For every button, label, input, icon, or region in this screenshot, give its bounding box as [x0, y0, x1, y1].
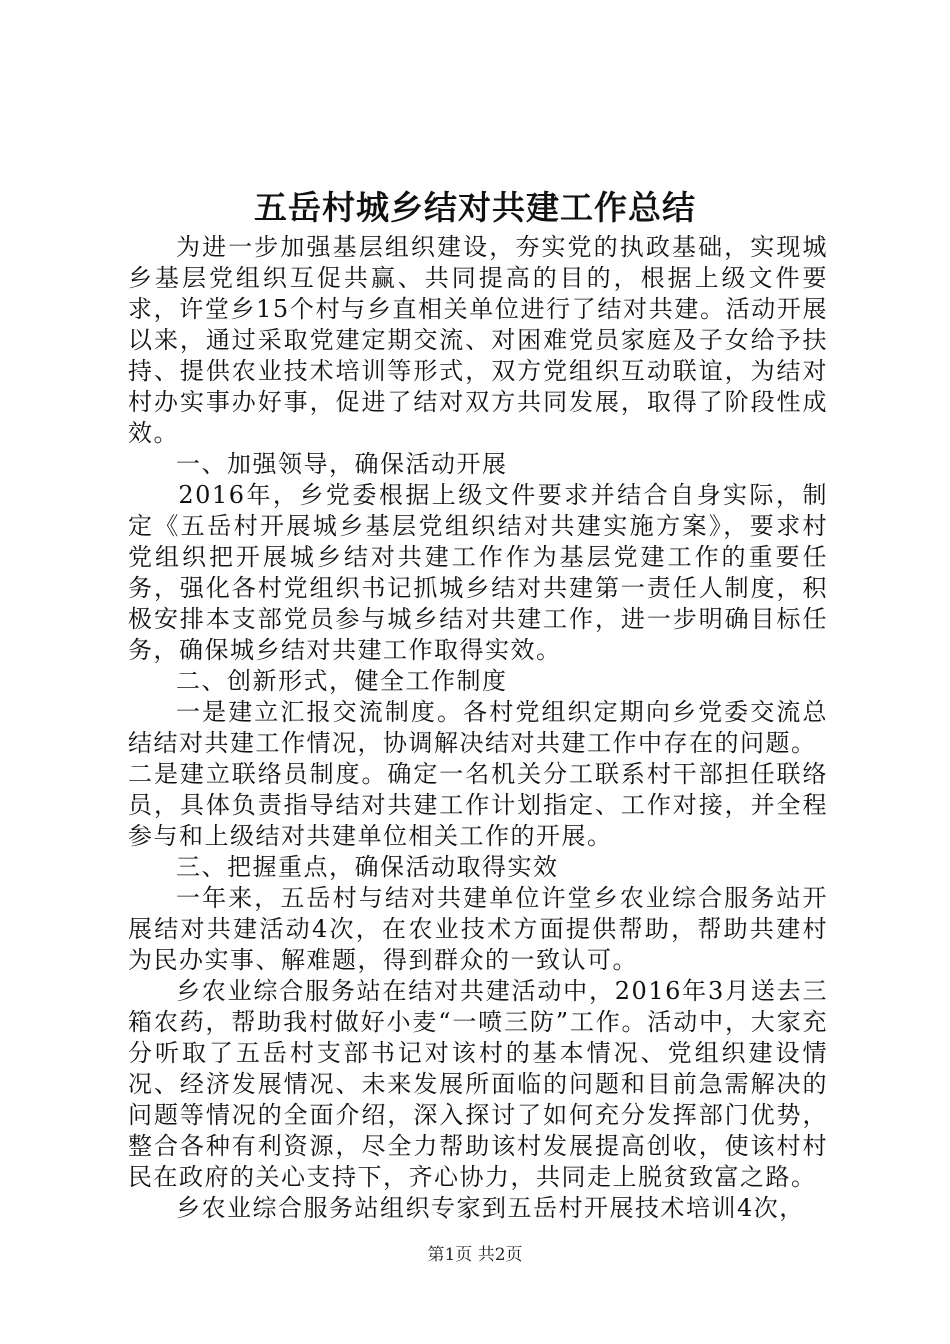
page-number-footer: 第1页 共2页 — [427, 1245, 523, 1265]
paragraph-activities: 一年来，五岳村与结对共建单位许堂乡农业综合服务站开展结对共建活动4次，在农业技术方面提供帮助，帮助共建村为民办实事、解难题，得到群众的一致认可。 — [128, 884, 828, 974]
section-heading-3: 三、把握重点，确保活动取得实效 — [176, 853, 559, 881]
paragraph-section-1: 2016年，乡党委根据上级文件要求并结合自身实际，制定《五岳村开展城乡基层党组织结对共建实施方案》，要求村党组织把开展城乡结对共建工作作为基层党建工作的重要任务，强化各村党组织书记抓城乡结对共建第一责任人制度，积极安排本支部党员参与城乡结对共建工作，进一步明确目标任务，确保城乡结对共建工作取得实效。 — [128, 481, 828, 664]
section-heading-2: 二、创新形式，健全工作制度 — [176, 667, 508, 695]
section-heading-1: 一、加强领导，确保活动开展 — [176, 450, 508, 478]
paragraph-reporting-system: 一是建立汇报交流制度。各村党组织定期向乡党委交流总结结对共建工作情况，协调解决结对共建工作中存在的问题。 — [128, 698, 828, 757]
paragraph-intro: 为进一步加强基层组织建设，夯实党的执政基础，实现城乡基层党组织互促共赢、共同提高的目的，根据上级文件要求，许堂乡15个村与乡直相关单位进行了结对共建。活动开展以来，通过采取党建定期交流、对困难党员家庭及子女给予扶持、提供农业技术培训等形式，双方党组织互动联谊，为结对村办实事办好事，促进了结对双方共同发展，取得了阶段性成效。 — [128, 233, 828, 447]
document-title: 五岳村城乡结对共建工作总结 — [254, 188, 696, 227]
document-body — [128, 232, 828, 1224]
paragraph-liaison-system: 二是建立联络员制度。确定一名机关分工联系村干部担任联络员，具体负责指导结对共建工作计划指定、工作对接，并全程参与和上级结对共建单位相关工作的开展。 — [128, 760, 828, 850]
paragraph-training: 乡农业综合服务站组织专家到五岳村开展技术培训4次， — [176, 1194, 805, 1222]
paragraph-pesticide-help: 乡农业综合服务站在结对共建活动中，2016年3月送去三箱农药，帮助我村做好小麦“一喷三防”工作。活动中，大家充分听取了五岳村支部书记对该村的基本情况、党组织建设情况、经济发展情况、未来发展所面临的问题和目前急需解决的问题等情况的全面介绍，深入探讨了如何充分发挥部门优势，整合各种有利资源，尽全力帮助该村发展提高创收，使该村村民在政府的关心支持下，齐心协力，共同走上脱贫致富之路。 — [128, 977, 828, 1191]
